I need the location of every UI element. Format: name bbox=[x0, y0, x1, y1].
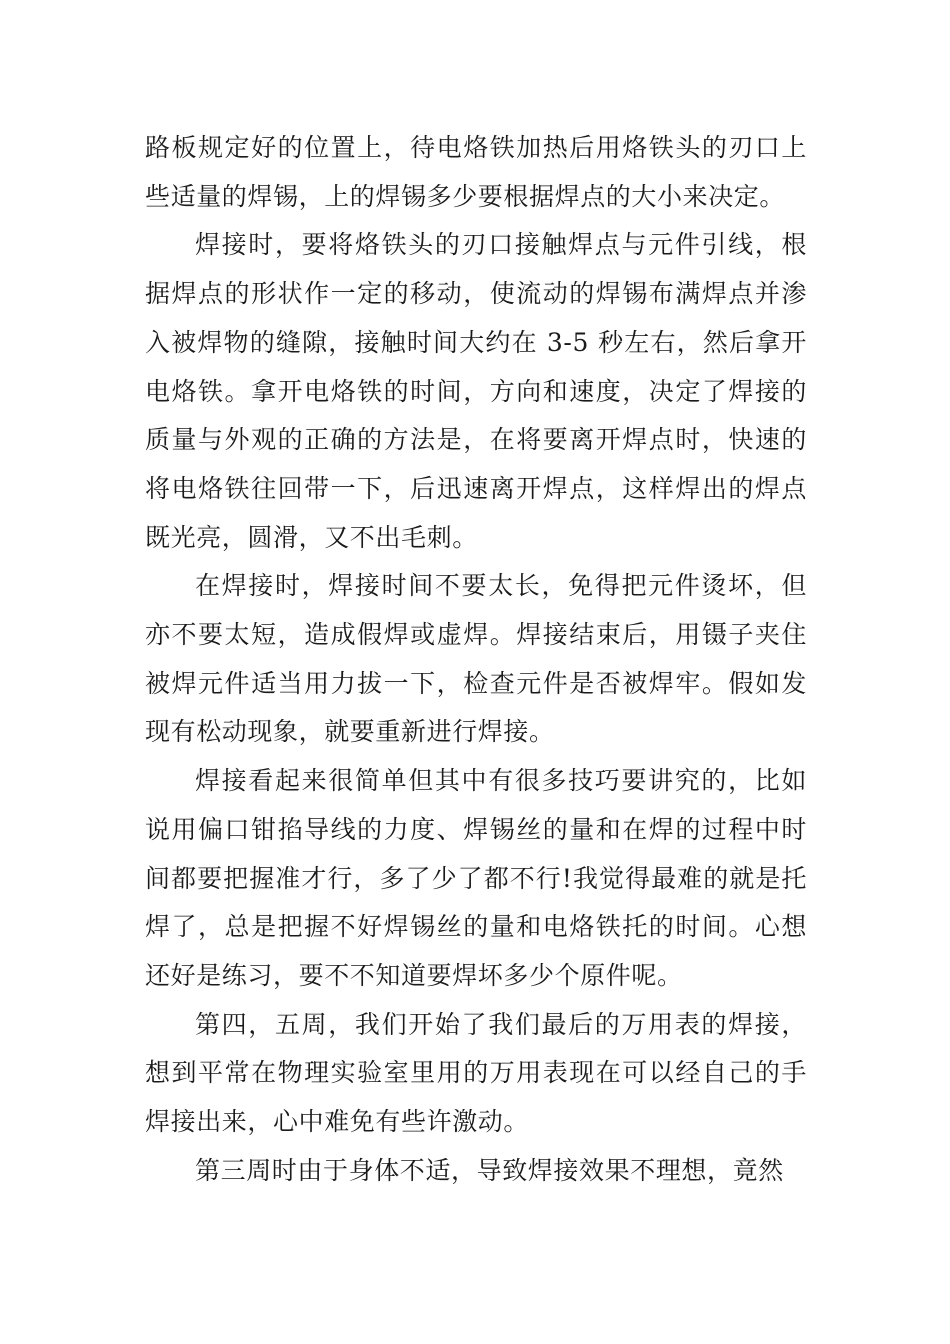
paragraph-soldering-time: 在焊接时，焊接时间不要太长，免得把元件烫坏，但亦不要太短，造成假焊或虚焊。焊接结束后，用镊子夹住被焊元件适当用力拔一下，检查元件是否被焊牢。假如发现有松动现象，就要重新进行焊接。 bbox=[145, 571, 807, 747]
paragraph-continuation: 路板规定好的位置上，待电烙铁加热后用烙铁头的刃口上些适量的焊锡，上的焊锡多少要根据焊点的大小来决定。 bbox=[145, 133, 807, 211]
paragraph-soldering-skills: 焊接看起来很简单但其中有很多技巧要讲究的，比如说用偏口钳掐导线的力度、焊锡丝的量和在焊的过程中时间都要把握准才行，多了少了都不行!我觉得最难的就是托焊了，总是把握不好焊锡丝的量和电烙铁托的时间。心想还好是练习，要不不知道要焊坏多少个原件呢。 bbox=[145, 766, 807, 990]
paragraph-soldering-method: 焊接时，要将烙铁头的刃口接触焊点与元件引线，根据焊点的形状作一定的移动，使流动的焊锡布满焊点并渗入被焊物的缝隙，接触时间大约在 3-5 秒左右，然后拿开电烙铁。拿开电烙铁的时间，方向和速度，决定了焊接的质量与外观的正确的方法是，在将要离开焊点时，快速的将电烙铁往回带一下，后迅速离开焊点，这样焊出的焊点既光亮，圆滑，又不出毛刺。 bbox=[145, 230, 807, 552]
paragraph-week-three: 第三周时由于身体不适，导致焊接效果不理想，竟然 bbox=[195, 1155, 784, 1185]
paragraph-multimeter: 第四，五周，我们开始了我们最后的万用表的焊接，想到平常在物理实验室里用的万用表现在可以经自己的手焊接出来，心中难免有些许激动。 bbox=[145, 1009, 807, 1137]
document-body bbox=[145, 124, 807, 1195]
